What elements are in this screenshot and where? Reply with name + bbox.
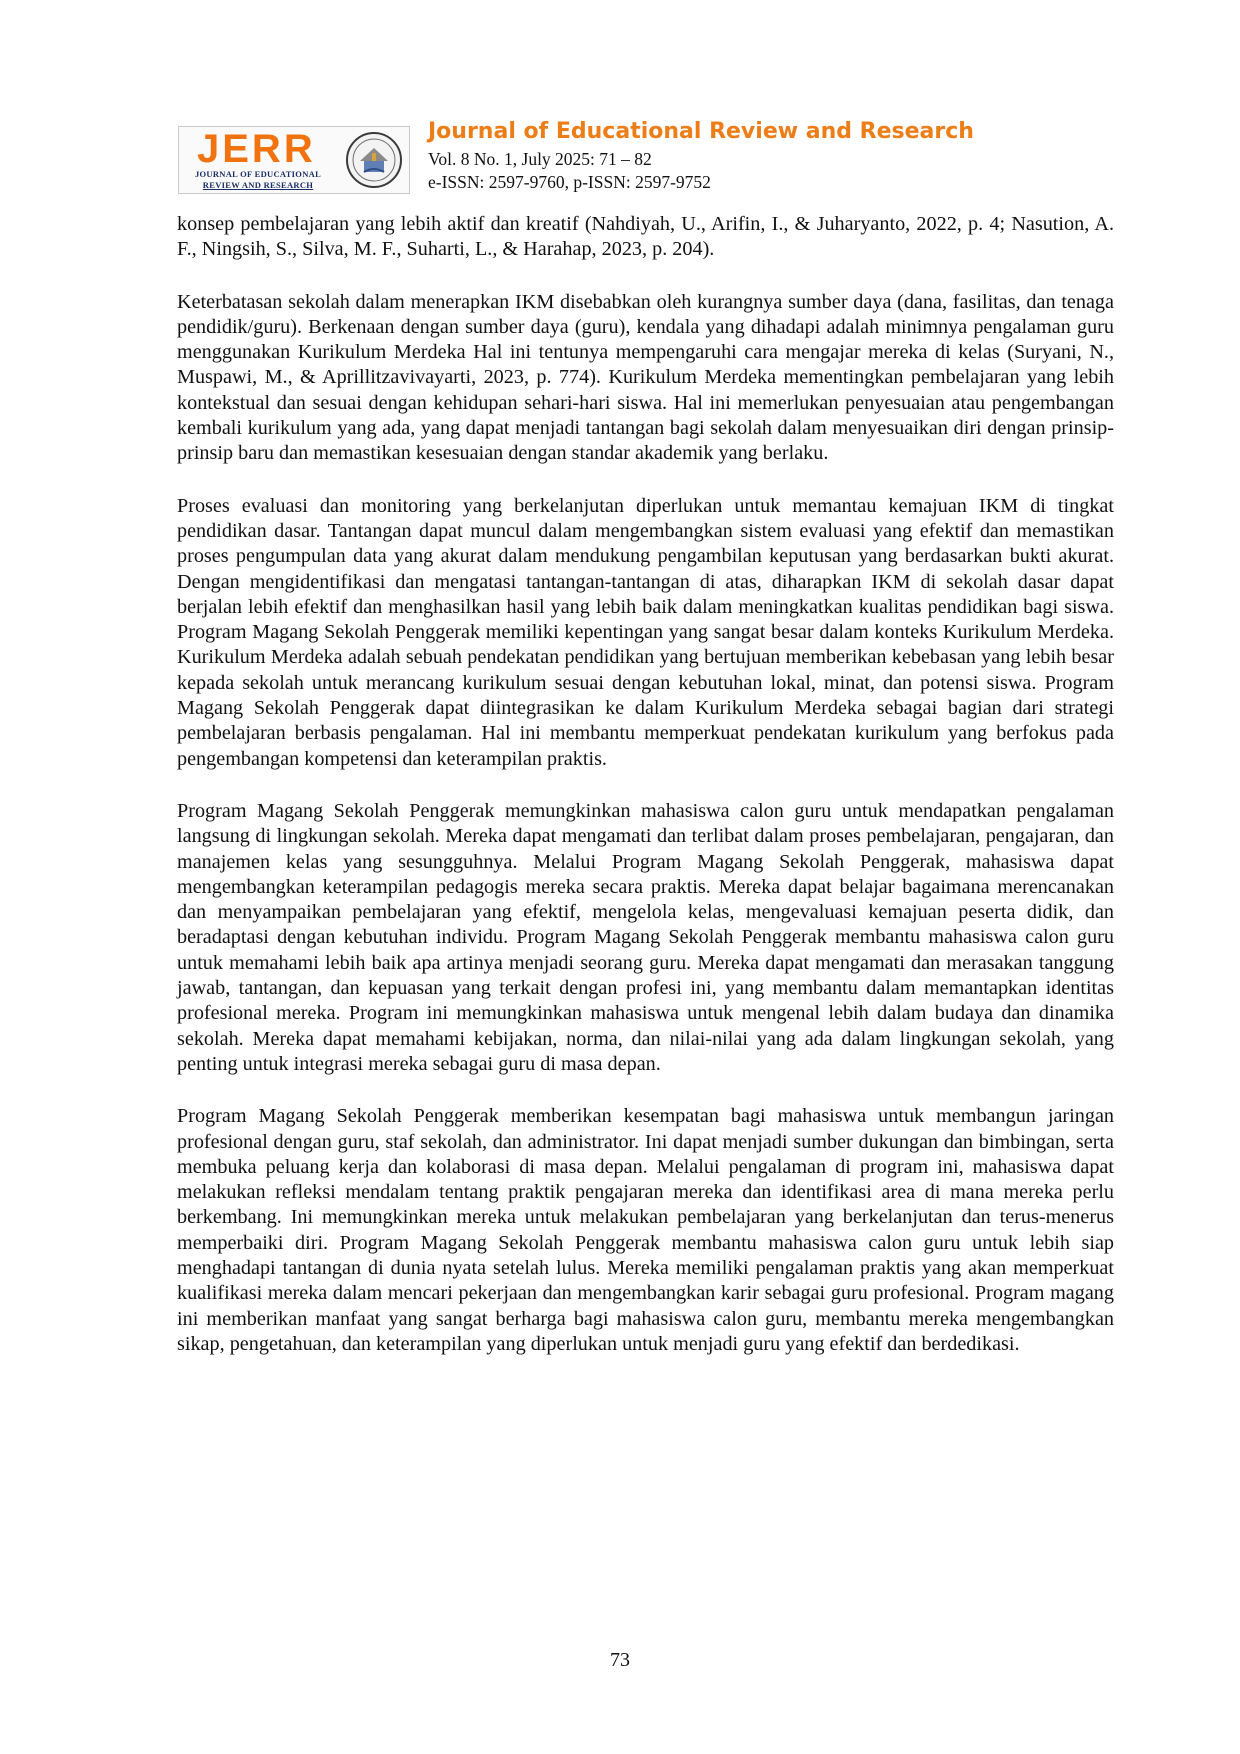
body-paragraph: Program Magang Sekolah Penggerak memungkinkan mahasiswa calon guru untuk mendapatkan pengalaman langsung di lingkungan sekolah. Mereka dapat mengamati dan terlibat dalam proses pembelajaran, pengajaran, dan manajemen kelas yang sesungguhnya. Melalui Program Magang Sekolah Penggerak, mahasiswa dapat mengembangkan keterampilan pedagogis mereka secara praktis. Mereka dapat belajar bagaimana merencanakan dan menyampaikan pembelajaran yang efektif, mengelola kelas, mengevaluasi kemajuan peserta didik, dan beradaptasi dengan kebutuhan individu. Program Magang Sekolah Penggerak membantu mahasiswa calon guru untuk memahami lebih baik apa artinya menjadi seorang guru. Mereka dapat mengamati dan merasakan tanggung jawab, tantangan, dan kepuasan yang terkait dengan profesi ini, yang membantu dalam memantapkan identitas profesional mereka. Program ini memungkinkan mahasiswa untuk mengenal lebih dalam budaya dan dinamika sekolah. Mereka dapat memahami kebijakan, norma, dan nilai-nilai yang ada dalam lingkungan sekolah, yang penting untuk integrasi mereka sebagai guru di masa depan. xyxy=(177,799,1114,1075)
issn-info: e-ISSN: 2597-9760, p-ISSN: 2597-9752 xyxy=(428,172,711,192)
journal-header xyxy=(178,118,1078,196)
logo-subtitle-line-1: JOURNAL OF EDUCATIONAL xyxy=(194,169,322,179)
body-paragraph: Keterbatasan sekolah dalam menerapkan IKM disebabkan oleh kurangnya sumber daya (dana, fasilitas, dan tenaga pendidik/guru). Berkenaan dengan sumber daya (guru), kendala yang dihadapi adalah minimnya pengalaman guru menggunakan Kurikulum Merdeka Hal ini tentunya mempengaruhi cara mengajar mereka di kelas (Suryani, N., Muspawi, M., & Aprillitzavivayarti, 2023, p. 774). Kurikulum Merdeka mementingkan pembelajaran yang lebih kontekstual dan sesuai dengan kehidupan sehari-hari siswa. Hal ini memerlukan penyesuaian atau pengembangan kembali kurikulum yang ada, yang dapat menjadi tantangan bagi sekolah dalam menyesuaikan diri dengan prinsip-prinsip baru dan memastikan kesesuaian dengan standar akademik yang berlaku. xyxy=(177,290,1114,465)
page-number: 73 xyxy=(610,1649,630,1671)
body-paragraph: Proses evaluasi dan monitoring yang berkelanjutan diperlukan untuk memantau kemajuan IKM di tingkat pendidikan dasar. Tantangan dapat muncul dalam mengembangkan sistem evaluasi yang efektif dan memastikan proses pengumpulan data yang akurat dalam mendukung pengambilan keputusan yang berdasarkan bukti akurat. Dengan mengidentifikasi dan mengatasi tantangan-tantangan di atas, diharapkan IKM di sekolah dasar dapat berjalan lebih efektif dan menghasilkan hasil yang lebih baik dalam meningkatkan kualitas pendidikan bagi siswa. Program Magang Sekolah Penggerak memiliki kepentingan yang sangat besar dalam konteks Kurikulum Merdeka. Kurikulum Merdeka adalah sebuah pendekatan pendidikan yang bertujuan memberikan kebebasan yang lebih besar kepada sekolah untuk merancang kurikulum sesuai dengan kebutuhan lokal, minat, dan potensi siswa. Program Magang Sekolah Penggerak dapat diintegrasikan ke dalam Kurikulum Merdeka sebagai bagian dari strategi pembelajaran berbasis pengalaman. Hal ini membantu memperkuat pendekatan kurikulum yang berfokus pada pengembangan kompetensi dan keterampilan praktis. xyxy=(177,494,1114,770)
journal-title: Journal of Educational Review and Research xyxy=(428,119,974,144)
logo-wordmark: JERR xyxy=(197,127,316,171)
logo-subtitle-line-2: REVIEW AND RESEARCH xyxy=(202,180,314,190)
university-emblem-icon xyxy=(345,131,403,189)
article-body xyxy=(177,212,1114,1384)
body-paragraph: konsep pembelajaran yang lebih aktif dan kreatif (Nahdiyah, U., Arifin, I., & Juharyanto, 2022, p. 4; Nasution, A. F., Ningsih, S., Silva, M. F., Suharti, L., & Harahap, 2023, p. 204). xyxy=(177,213,1114,261)
body-paragraph: Program Magang Sekolah Penggerak memberikan kesempatan bagi mahasiswa untuk membangun jaringan profesional dengan guru, staf sekolah, dan administrator. Ini dapat menjadi sumber dukungan dan bimbingan, serta membuka peluang kerja dan kolaborasi di masa depan. Melalui pengalaman di program ini, mahasiswa dapat melakukan refleksi mendalam tentang praktik pengajaran mereka dan identifikasi area di mana mereka perlu berkembang. Ini memungkinkan mereka untuk melakukan pembelajaran yang berkelanjutan dan terus-menerus memperbaiki diri. Program Magang Sekolah Penggerak membantu mahasiswa calon guru untuk lebih siap menghadapi tantangan di dunia nyata setelah lulus. Mereka memiliki pengalaman praktis yang akan memperkuat kualifikasi mereka dalam mencari pekerjaan dan mengembangkan karir sebagai guru profesional. Program magang ini memberikan manfaat yang sangat berharga bagi mahasiswa calon guru, membantu mereka mengembangkan sikap, pengetahuan, dan keterampilan yang diperlukan untuk menjadi guru yang efektif dan berdedikasi. xyxy=(177,1105,1114,1355)
journal-logo xyxy=(178,126,410,194)
volume-info: Vol. 8 No. 1, July 2025: 71 – 82 xyxy=(428,149,652,169)
